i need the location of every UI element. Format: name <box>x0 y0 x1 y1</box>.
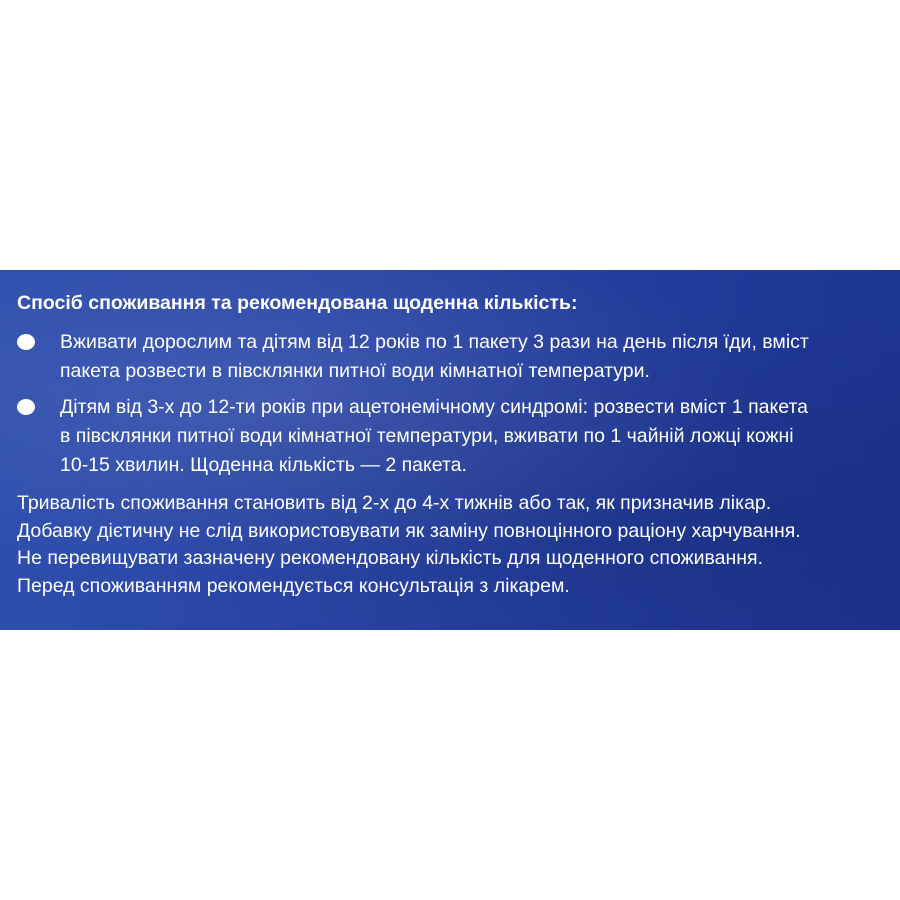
list-item <box>0 328 900 386</box>
bullet-text-line: Вживати дорослим та дітям від 12 років по 1 пакету 3 рази на день після їди, вміст <box>60 331 809 353</box>
instructions-panel <box>0 270 900 630</box>
bullet-text-line: в півсклянки питної води кімнатної температури, вживати по 1 чайній ложці кожні <box>60 425 794 447</box>
note-line: Перед споживанням рекомендується консультація з лікарем. <box>17 574 570 597</box>
note-line: Не перевищувати зазначену рекомендовану кількість для щоденного споживання. <box>17 547 764 569</box>
note-line: Тривалість споживання становить від 2-х до 4-х тижнів або так, як призначив лікар. <box>17 492 772 514</box>
usage-heading: Спосіб споживання та рекомендована щоденна кількість: <box>17 292 578 314</box>
bullet-text-line: Дітям від 3-х до 12-ти років при ацетонемічному синдромі: розвести вміст 1 пакета <box>60 396 809 418</box>
bullet-dot-icon <box>17 334 35 350</box>
usage-list <box>0 328 900 487</box>
list-item <box>0 393 900 480</box>
bullet-dot-icon <box>17 399 35 415</box>
usage-notes <box>17 490 801 600</box>
bullet-text-line: 10-15 хвилин. Щоденна кількість — 2 пакета. <box>60 454 467 476</box>
bullet-text-line: пакета розвести в півсклянки питної води кімнатної температури. <box>60 360 650 382</box>
note-line: Добавку дієтичну не слід використовувати як заміну повноцінного раціону харчування. <box>17 519 801 542</box>
